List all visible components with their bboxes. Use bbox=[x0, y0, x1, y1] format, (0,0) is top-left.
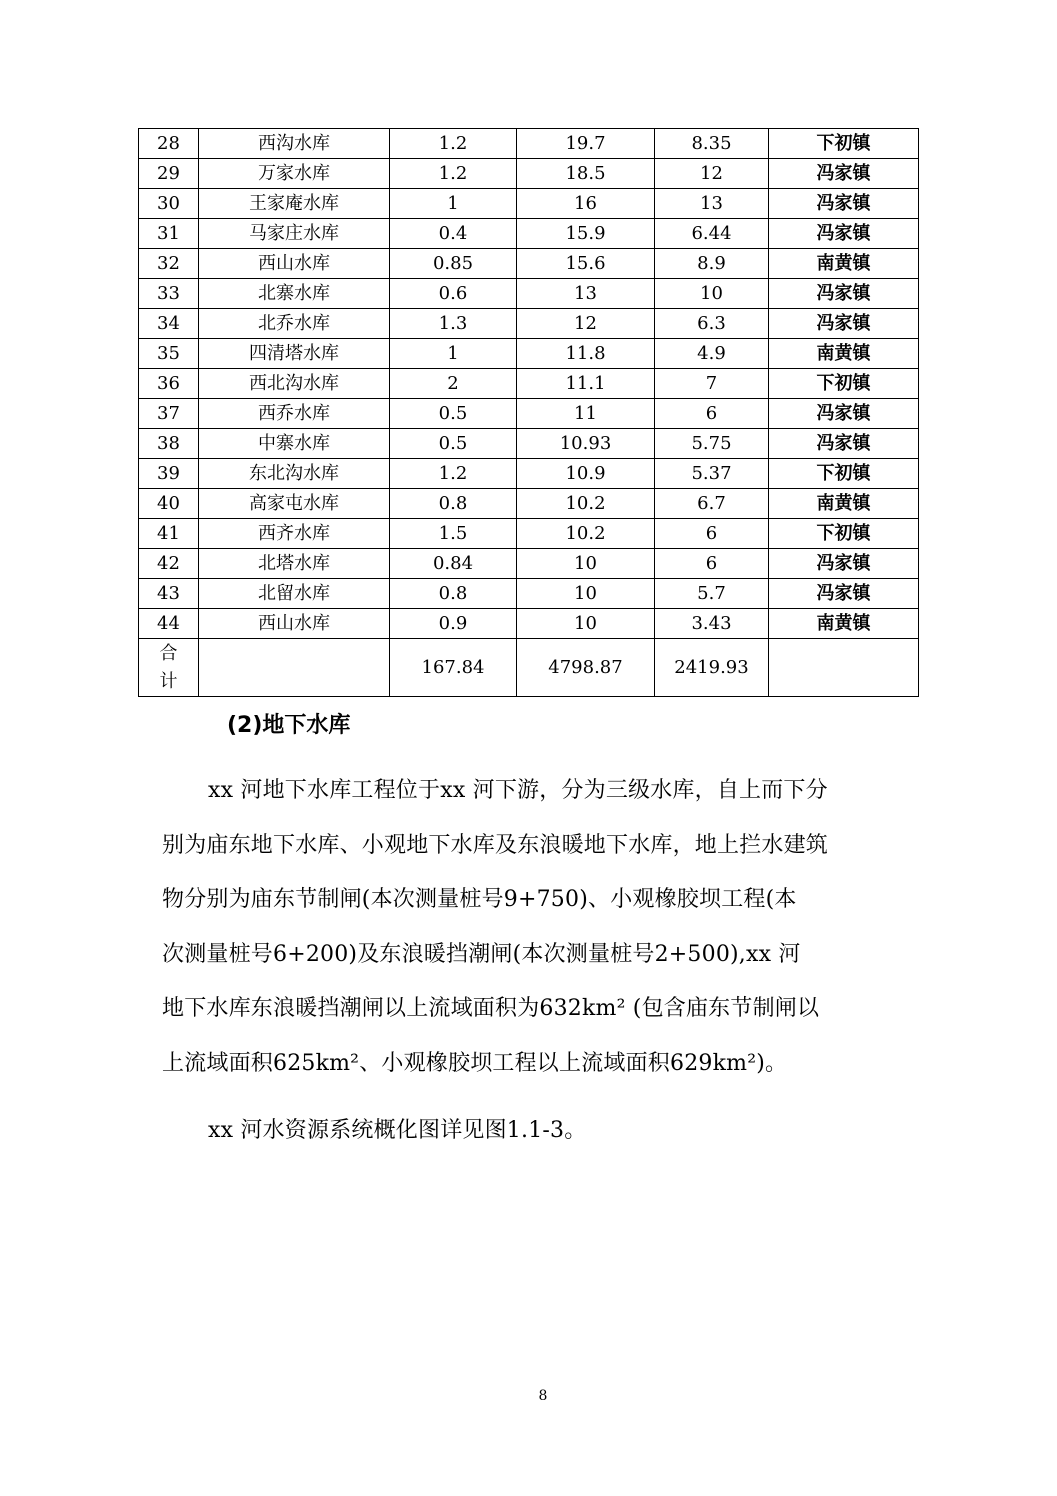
cell-number: 42 bbox=[139, 549, 199, 579]
reservoir-table bbox=[138, 128, 919, 697]
cell-reservoir-name: 西乔水库 bbox=[199, 399, 390, 429]
cell-value-2: 10 bbox=[517, 609, 655, 639]
cell-value-1: 1.2 bbox=[390, 159, 517, 189]
cell-reservoir-name: 北寨水库 bbox=[199, 279, 390, 309]
section-heading: (2)地下水库 bbox=[227, 713, 351, 738]
cell-number: 36 bbox=[139, 369, 199, 399]
cell-reservoir-name: 北乔水库 bbox=[199, 309, 390, 339]
cell-reservoir-name: 马家庄水库 bbox=[199, 219, 390, 249]
cell-value-3: 13 bbox=[655, 189, 769, 219]
cell-number: 34 bbox=[139, 309, 199, 339]
page-number: 8 bbox=[538, 1388, 548, 1404]
cell-town: 冯家镇 bbox=[769, 399, 919, 429]
cell-value-3: 8.9 bbox=[655, 249, 769, 279]
paragraph-figure-reference bbox=[162, 1104, 898, 1159]
cell-reservoir-name: 西山水库 bbox=[199, 609, 390, 639]
table-row bbox=[139, 399, 919, 429]
cell-value-2: 11.1 bbox=[517, 369, 655, 399]
cell-town: 南黄镇 bbox=[769, 609, 919, 639]
cell-reservoir-name: 高家屯水库 bbox=[199, 489, 390, 519]
cell-value-3: 6 bbox=[655, 549, 769, 579]
cell-value-1: 1 bbox=[390, 189, 517, 219]
cell-empty bbox=[199, 639, 390, 697]
table-row bbox=[139, 189, 919, 219]
cell-value-2: 11 bbox=[517, 399, 655, 429]
paragraph-underground-reservoir bbox=[162, 764, 898, 1091]
table-row bbox=[139, 369, 919, 399]
cell-number: 35 bbox=[139, 339, 199, 369]
table-row bbox=[139, 609, 919, 639]
table-row bbox=[139, 549, 919, 579]
cell-value-2: 19.7 bbox=[517, 129, 655, 159]
cell-town: 南黄镇 bbox=[769, 249, 919, 279]
table-row bbox=[139, 519, 919, 549]
cell-number: 29 bbox=[139, 159, 199, 189]
paragraph-line: 上流域面积625km²、小观橡胶坝工程以上流域面积629km²)。 bbox=[162, 1050, 788, 1076]
cell-value-2: 10.2 bbox=[517, 519, 655, 549]
cell-value-1: 0.5 bbox=[390, 399, 517, 429]
total-label: 合计 bbox=[159, 642, 178, 692]
cell-value-1: 0.5 bbox=[390, 429, 517, 459]
cell-value-3: 7 bbox=[655, 369, 769, 399]
paragraph-line: 物分别为庙东节制闸(本次测量桩号9+750)、小观橡胶坝工程(本 bbox=[162, 887, 797, 912]
table-row bbox=[139, 159, 919, 189]
cell-value-1: 0.85 bbox=[390, 249, 517, 279]
cell-total-value-3: 2419.93 bbox=[655, 639, 769, 697]
paragraph-line: xx 河地下水库工程位于xx 河下游，分为三级水库，自上而下分 bbox=[208, 778, 828, 803]
cell-reservoir-name: 北留水库 bbox=[199, 579, 390, 609]
cell-town: 南黄镇 bbox=[769, 339, 919, 369]
cell-number: 30 bbox=[139, 189, 199, 219]
cell-town: 冯家镇 bbox=[769, 549, 919, 579]
cell-value-1: 1 bbox=[390, 339, 517, 369]
paragraph-line: 地下水库东浪暖挡潮闸以上流域面积为632km² (包含庙东节制闸以 bbox=[162, 996, 820, 1021]
cell-number: 33 bbox=[139, 279, 199, 309]
cell-number: 43 bbox=[139, 579, 199, 609]
cell-value-3: 8.35 bbox=[655, 129, 769, 159]
paragraph-line: xx 河水资源系统概化图详见图1.1-3。 bbox=[208, 1118, 587, 1143]
cell-value-2: 15.9 bbox=[517, 219, 655, 249]
cell-value-2: 10.9 bbox=[517, 459, 655, 489]
cell-reservoir-name: 四清塔水库 bbox=[199, 339, 390, 369]
table-row bbox=[139, 309, 919, 339]
cell-value-1: 0.4 bbox=[390, 219, 517, 249]
table-row bbox=[139, 129, 919, 159]
cell-number: 32 bbox=[139, 249, 199, 279]
cell-reservoir-name: 西北沟水库 bbox=[199, 369, 390, 399]
table-row bbox=[139, 219, 919, 249]
cell-town: 冯家镇 bbox=[769, 579, 919, 609]
cell-value-1: 0.6 bbox=[390, 279, 517, 309]
cell-value-1: 0.84 bbox=[390, 549, 517, 579]
cell-total-value-2: 4798.87 bbox=[517, 639, 655, 697]
table-row bbox=[139, 339, 919, 369]
cell-number: 39 bbox=[139, 459, 199, 489]
cell-value-3: 5.7 bbox=[655, 579, 769, 609]
cell-reservoir-name: 西沟水库 bbox=[199, 129, 390, 159]
cell-empty bbox=[769, 639, 919, 697]
cell-reservoir-name: 北塔水库 bbox=[199, 549, 390, 579]
cell-number: 44 bbox=[139, 609, 199, 639]
table-row bbox=[139, 489, 919, 519]
cell-total-label bbox=[139, 639, 199, 697]
cell-town: 下初镇 bbox=[769, 519, 919, 549]
cell-town: 下初镇 bbox=[769, 129, 919, 159]
cell-town: 下初镇 bbox=[769, 369, 919, 399]
table-row bbox=[139, 279, 919, 309]
cell-total-value-1: 167.84 bbox=[390, 639, 517, 697]
cell-town: 冯家镇 bbox=[769, 159, 919, 189]
table-row bbox=[139, 579, 919, 609]
cell-value-2: 10 bbox=[517, 549, 655, 579]
table-row bbox=[139, 459, 919, 489]
cell-value-2: 16 bbox=[517, 189, 655, 219]
cell-value-1: 0.8 bbox=[390, 579, 517, 609]
cell-value-1: 0.8 bbox=[390, 489, 517, 519]
cell-value-2: 12 bbox=[517, 309, 655, 339]
cell-value-3: 12 bbox=[655, 159, 769, 189]
cell-value-3: 4.9 bbox=[655, 339, 769, 369]
cell-value-1: 1.2 bbox=[390, 459, 517, 489]
cell-town: 冯家镇 bbox=[769, 219, 919, 249]
cell-value-2: 18.5 bbox=[517, 159, 655, 189]
cell-value-2: 13 bbox=[517, 279, 655, 309]
cell-town: 冯家镇 bbox=[769, 429, 919, 459]
reservoir-table-body bbox=[139, 129, 919, 697]
cell-value-1: 1.2 bbox=[390, 129, 517, 159]
cell-number: 41 bbox=[139, 519, 199, 549]
cell-reservoir-name: 西山水库 bbox=[199, 249, 390, 279]
cell-value-2: 15.6 bbox=[517, 249, 655, 279]
cell-value-3: 10 bbox=[655, 279, 769, 309]
paragraph-line: 次测量桩号6+200)及东浪暖挡潮闸(本次测量桩号2+500),xx 河 bbox=[162, 941, 801, 967]
table-row bbox=[139, 249, 919, 279]
cell-reservoir-name: 万家水库 bbox=[199, 159, 390, 189]
cell-reservoir-name: 东北沟水库 bbox=[199, 459, 390, 489]
cell-reservoir-name: 西齐水库 bbox=[199, 519, 390, 549]
cell-value-3: 6.44 bbox=[655, 219, 769, 249]
cell-number: 31 bbox=[139, 219, 199, 249]
cell-value-2: 10 bbox=[517, 579, 655, 609]
cell-number: 28 bbox=[139, 129, 199, 159]
cell-value-2: 11.8 bbox=[517, 339, 655, 369]
table-total-row bbox=[139, 639, 919, 697]
cell-value-2: 10.93 bbox=[517, 429, 655, 459]
cell-town: 下初镇 bbox=[769, 459, 919, 489]
cell-reservoir-name: 王家庵水库 bbox=[199, 189, 390, 219]
cell-town: 南黄镇 bbox=[769, 489, 919, 519]
cell-value-3: 6 bbox=[655, 519, 769, 549]
cell-value-1: 1.3 bbox=[390, 309, 517, 339]
cell-town: 冯家镇 bbox=[769, 189, 919, 219]
cell-number: 37 bbox=[139, 399, 199, 429]
cell-value-3: 5.37 bbox=[655, 459, 769, 489]
cell-value-3: 6.7 bbox=[655, 489, 769, 519]
cell-town: 冯家镇 bbox=[769, 279, 919, 309]
cell-number: 40 bbox=[139, 489, 199, 519]
cell-value-3: 6.3 bbox=[655, 309, 769, 339]
cell-value-3: 6 bbox=[655, 399, 769, 429]
cell-value-2: 10.2 bbox=[517, 489, 655, 519]
cell-value-1: 2 bbox=[390, 369, 517, 399]
cell-value-3: 3.43 bbox=[655, 609, 769, 639]
cell-number: 38 bbox=[139, 429, 199, 459]
cell-reservoir-name: 中寨水库 bbox=[199, 429, 390, 459]
cell-value-1: 1.5 bbox=[390, 519, 517, 549]
cell-value-1: 0.9 bbox=[390, 609, 517, 639]
cell-value-3: 5.75 bbox=[655, 429, 769, 459]
table-row bbox=[139, 429, 919, 459]
cell-town: 冯家镇 bbox=[769, 309, 919, 339]
paragraph-line: 别为庙东地下水库、小观地下水库及东浪暖地下水库，地上拦水建筑 bbox=[162, 832, 829, 858]
